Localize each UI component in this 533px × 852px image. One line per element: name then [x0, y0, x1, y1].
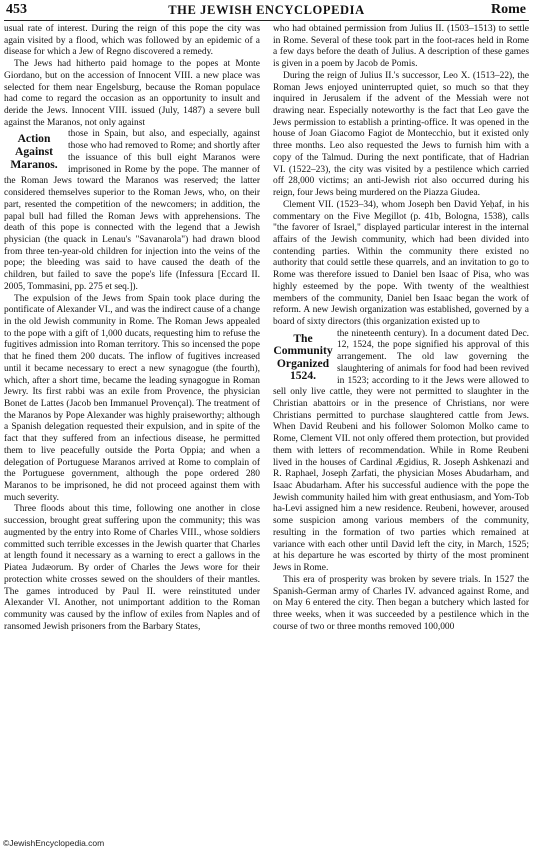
side-heading: Action Against Maranos.: [10, 132, 58, 171]
page-number: 453: [6, 2, 27, 17]
page-header: [4, 0, 529, 21]
right-column: [273, 24, 529, 842]
left-column: [4, 24, 260, 842]
paragraph: the nineteenth century). In a document dated Dec. 12, 1524, the pope signified his approval of this arrangement. The old law governing the slaughtering of animals for food had been revived in 1523; according to it the Jews were allowed to sell only live cattle, they were not permitted to slaughter in the Christian abattoirs or in the presence of Christians, nor were Christians permitted to purchase slaughtered cattle from Jews. When David Reubeni and his follower Solomon Molko came to Rome, Clement VII. not only offered them protection, but provided them with letters of recommendation. While in Rome Reubeni lived in the houses of Cardinal Ægidius, R. Joseph Ashkenazi and R. Raphael, Joseph Ẓarfati, the physician Moses Abudarham, and Isaac Abudarham. After his successful audience with the pope the Jewish community hailed him with great enthusiasm, and Yom-Tob ha-Levi assigned him a new residence. Reubeni, however, aroused some suspicion among various members of the community, resulting in the formation of two parties which remained at variance with each other until David left the city, in March, 1525; at his departure he was escorted by thirty of the most prominent Jews in Rome.: [273, 328, 529, 574]
paragraph: who had obtained permission from Julius II. (1503–1513) to settle in Rome. Several of these took part in the foot-races held in Rome a few days before the death of Julius. A description of these games is given in a poem by Jacob de Pomis.: [273, 24, 529, 70]
paragraph: The Jews had hitherto paid homage to the popes at Monte Giordano, but on the accession of Innocent VIII. a new place was selected for them near Engelsburg, because the Roman populace had come to regard the occasion as an opportunity to insult and deride the Jews. Innocent VIII. issued (July, 1487) a severe bull against the Maranos, not only against: [4, 59, 260, 128]
paragraph: The expulsion of the Jews from Spain took place during the pontificate of Alexander VI., and was the indirect cause of a change in the old Jewish community in Rome. The Roman Jews appealed to the pope with a gift of 1,000 ducats, requesting him to refuse the fugitives admission into Roman territory. This so incensed the pope that he fined them 200 ducats. The inflow of fugitives increased until it became necessary to erect a new synagogue (the fourth), which, after a short time, became the leading synagogue in Roman Jewry. Its first rabbi was an exile from Provence, the physician Bonet de Lattes (Jacob ben Immanuel Provençal). The treatment of the Maranos by Pope Alexander was highly praiseworthy; although a Spanish delegation requested their expulsion, and in spite of the fact that they suffered from an infectious disease, he permitted them to live peacefully outside the Porta Oppia; and when a delegation of Portuguese Maranos arrived at Rome to complain of the Portuguese government, although the pope ordered 280 Maranos to be imprisoned, he did not proceed against them with much severity.: [4, 293, 260, 503]
running-title: THE JEWISH ENCYCLOPEDIA: [168, 3, 365, 17]
paragraph: usual rate of interest. During the reign of this pope the city was again visited by a flood, which was followed by an epidemic of a disease for which a Jew of Regno discovered a remedy.: [4, 24, 260, 58]
paragraph: Three floods about this time, following one another in close succession, brought great suffering upon the community; this was augmented by the entry into Rome of Charles VIII., whose soldiers committed such terrible excesses in the Jewish quarter that Charles at length found it necessary as a warning to erect a gallows in the Piatea Judæorum. By order of Charles the Jews wore for their protection white crosses sewed on the shoulders of their mantles. The games introduced by Paul II. were reinstituted under Alexander VI. Another, not unimportant addition to the Roman community was caused by the inflow of exiles from Naples and of ransomed Jewish prisoners from the Barbary States,: [4, 504, 260, 632]
copyright-link[interactable]: ©JewishEncyclopedia.com: [3, 838, 105, 848]
side-heading: The Community Organized 1524.: [273, 331, 333, 383]
paragraph: This era of prosperity was broken by severe trials. In 1527 the Spanish-German army of Charles IV. advanced against Rome, and on May 6 entered the city. Then began a butchery which lasted for three weeks, when it was succeeded by a pestilence which in the course of two or three months removed 100,000: [273, 574, 529, 632]
section-word: Rome: [491, 2, 526, 17]
paragraph: those in Spain, but also, and especially, against those who had removed to Rome; and shortly after the issuance of this bull eight Maranos were imprisoned in Rome by the pope. The manner of the Roman Jews toward the Maranos was reserved; the latter considered themselves superior to the Roman Jews, who, on their part, resented the competition of the newcomers; in addition, the papal bull had filled the Roman Jews with apprehensions. The death of this pope is connected with the legend that a Jewish physician (the quack in Lenau's "Savanarola") had drawn blood from three ten-year-old children for injection into the veins of the pope; the bleeding was said to have caused the death of the children, but failed to save the pope's life (Infessura [Eccard II. 2005, Tommasini, pp. 275 et seq.]).: [4, 129, 260, 292]
paragraph: During the reign of Julius II.'s successor, Leo X. (1513–22), the Roman Jews enjoyed uninterrupted quiet, so much so that they inquired in Jerusalem if the advent of the Messiah were not drawing near. Especially noteworthy is the fact that Leo gave the Jews permission to establish a printing-office. It was opened in the house of Joan Giacomo Fagiot de Montecchio, but it existed only three months. Leo also requested the Jews to furnish him with a copy of the Talmud. During the next pontificate, that of Hadrian VI. (1522–23), the city was visited by a pestilence which carried off 28,000 victims; an anti-Jewish riot also occurred during his reign, four Jews being murdered on the Piazza Giudea.: [273, 70, 529, 199]
paragraph: Clement VII. (1523–34), whom Joseph ben David Yeḥaf, in his commentary on the Five Megillot (p. 41b, Bologna, 1538), calls "the favorer of Israel," displayed particular interest in the internal affairs of the Jewish community, which had been divided into contending parties. Within the community there existed no authority that could settle these quarrels, and an invitation to go to Rome was therefore issued to Daniel ben Isaac of Pisa, who was highly esteemed by the pope. With twenty of the wealthiest members of the community, Daniel ben Isaac began the work of reform. A new Jewish organization was established, governed by a board of sixty directors (this organization existed up to: [273, 199, 529, 327]
